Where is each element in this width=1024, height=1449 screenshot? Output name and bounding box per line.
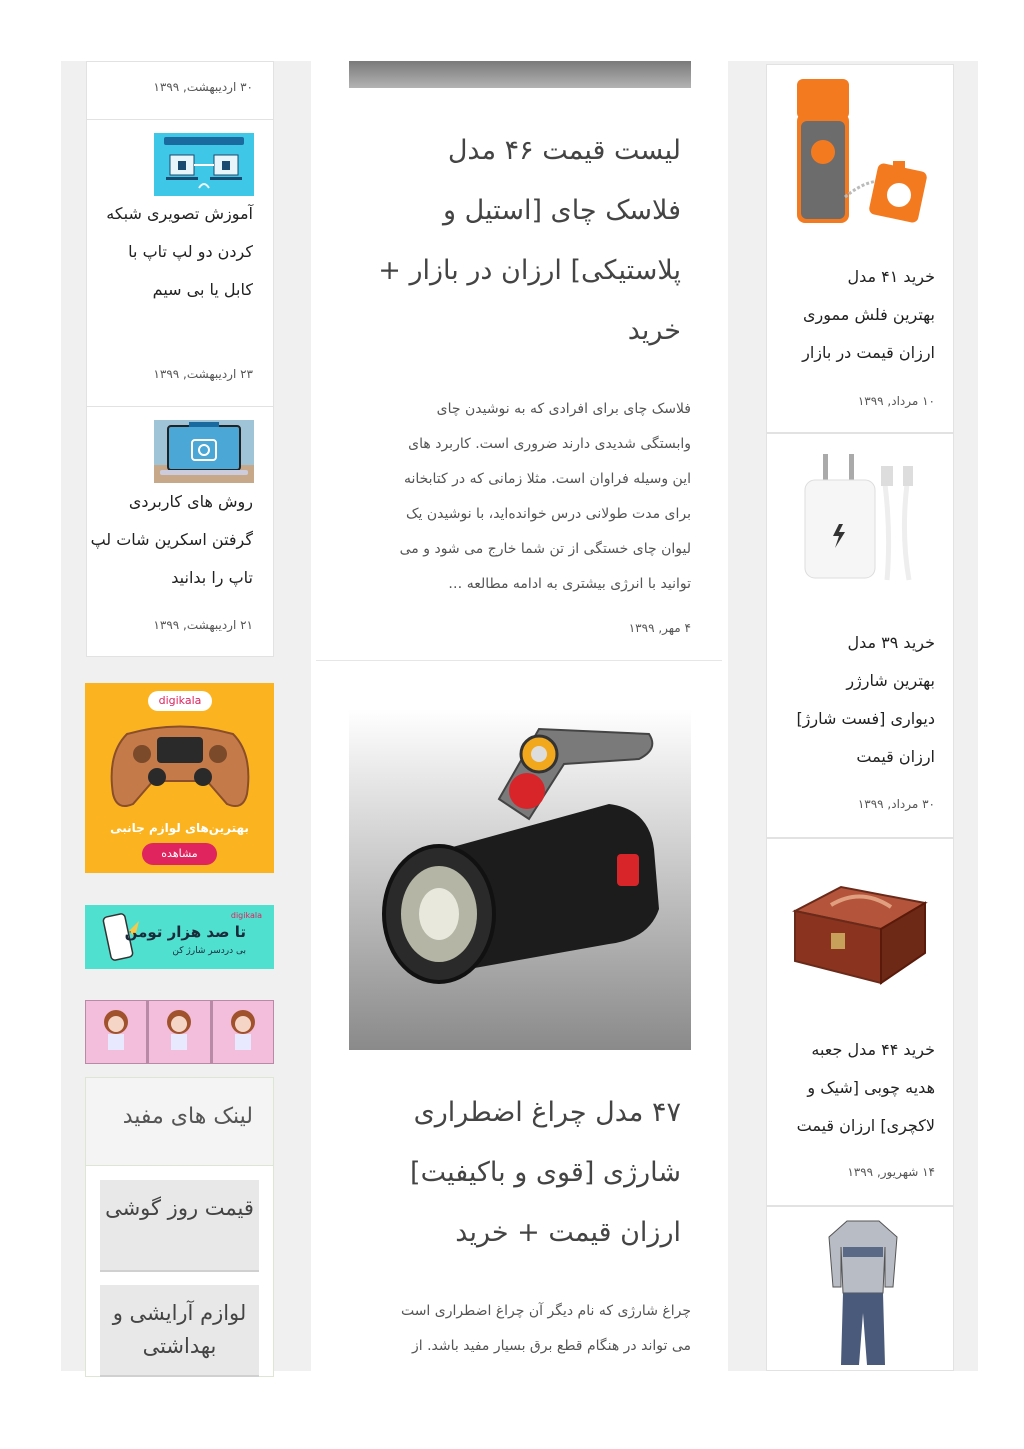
excerpt-line: چراغ شارژی که نام دیگر آن چراغ اضطراری است bbox=[400, 1303, 691, 1319]
product-post-card bbox=[766, 433, 954, 838]
post-title-link[interactable] bbox=[765, 624, 935, 776]
post-title-line: ارزان قیمت در بازار bbox=[802, 343, 935, 362]
post-title-link[interactable] bbox=[765, 258, 935, 372]
usb-flash-image[interactable] bbox=[789, 77, 931, 227]
digikala-logo: digikala bbox=[148, 691, 212, 711]
excerpt-line: فلاسک چای برای افرادی که به نوشیدن چای bbox=[436, 401, 691, 417]
post-title-line: ارزان قیمت + خرید bbox=[455, 1217, 681, 1248]
excerpt-line: می تواند در هنگام قطع برق بسیار مفید باشد. از bbox=[412, 1338, 691, 1354]
post-title-line: فلاسک چای [استیل و bbox=[442, 195, 681, 226]
useful-links-widget bbox=[85, 1077, 274, 1377]
ad-subline: بی دردسر شارژ کن bbox=[172, 946, 246, 956]
post-title-link[interactable]: روش های کاربردی گرفتن اسکرین شات لپ تاپ را بدانید bbox=[90, 492, 253, 587]
charger-image[interactable] bbox=[799, 454, 925, 584]
post-title-line: ۴۷ مدل چراغ اضطراری bbox=[413, 1097, 681, 1128]
product-post-card bbox=[766, 1206, 954, 1371]
ad-cta-button[interactable]: مشاهده bbox=[142, 843, 217, 865]
post-title-line: دیواری [فست شارژ] bbox=[796, 709, 935, 728]
post-title-line: لاکچری] ارزان قیمت bbox=[796, 1116, 935, 1135]
post-title-link[interactable]: آموزش تصویری شبکه کردن دو لپ تاپ با کابل یا بی سیم bbox=[106, 204, 253, 299]
divider bbox=[316, 660, 722, 661]
excerpt-line: برای مدت طولانی درس خوانده‌اید، با نوشیدن یک bbox=[406, 506, 691, 522]
post-image[interactable] bbox=[349, 61, 691, 88]
gamepad-ad-banner[interactable] bbox=[85, 683, 274, 873]
excerpt-line: این وسیله فراوان است. مثلا زمانی که در کتابخانه bbox=[403, 471, 691, 487]
gamepad-icon bbox=[107, 719, 253, 814]
useful-link-cosmetics[interactable]: لوازم آرایشی و بهداشتی bbox=[100, 1285, 259, 1377]
product-post-card bbox=[766, 64, 954, 433]
work-uniform-image[interactable] bbox=[823, 1217, 903, 1369]
post-title-line: لیست قیمت ۴۶ مدل bbox=[447, 135, 681, 166]
excerpt-line: وابستگی شدیدی دارند ضروری است. کاربرد های bbox=[408, 436, 691, 452]
post-title-line: خرید bbox=[627, 315, 681, 346]
post-date: ۴ مهر, ۱۳۹۹ bbox=[628, 621, 691, 635]
post-title-line: بهترین فلش مموری bbox=[803, 305, 935, 324]
post-title-link[interactable] bbox=[765, 1031, 935, 1145]
post-excerpt bbox=[346, 1294, 691, 1364]
post-date: ۳۰ اردیبهشت, ۱۳۹۹ bbox=[153, 80, 253, 94]
post-date: ۲۱ اردیبهشت, ۱۳۹۹ bbox=[153, 618, 253, 632]
ad-headline: تا صد هزار تومن bbox=[124, 923, 246, 941]
divider bbox=[87, 119, 273, 120]
doll-gallery bbox=[85, 1000, 274, 1064]
post-date: ۲۳ اردیبهشت, ۱۳۹۹ bbox=[153, 367, 253, 381]
digikala-logo: digikala bbox=[230, 911, 262, 920]
charger-ad-banner[interactable] bbox=[85, 905, 274, 969]
post-title[interactable] bbox=[351, 1083, 681, 1263]
post-title-line: پلاستیکی] ارزان در بازار + bbox=[378, 255, 681, 286]
screenshot-tutorial-thumbnail[interactable] bbox=[154, 420, 254, 483]
post-title-line: بهترین شارژر bbox=[846, 671, 935, 690]
post-date: ۳۰ مرداد, ۱۳۹۹ bbox=[857, 797, 935, 811]
wooden-box-image[interactable] bbox=[791, 867, 929, 987]
flashlight-post-image[interactable] bbox=[349, 709, 691, 1050]
post-title-line: شارژی [قوی و باکیفیت] bbox=[410, 1157, 681, 1188]
ad-headline: بهترین‌های لوازم جانبی bbox=[110, 821, 249, 835]
divider bbox=[87, 406, 273, 407]
post-title-line: خرید ۴۱ مدل bbox=[847, 267, 935, 286]
post-title-line: هدیه چوبی [شیک و bbox=[807, 1078, 935, 1097]
post-title-line: خرید ۳۹ مدل bbox=[847, 633, 935, 652]
post-excerpt bbox=[346, 392, 691, 602]
post-title-line: ارزان قیمت bbox=[856, 747, 935, 766]
excerpt-line: توانید با انرژی بیشتری به ادامه مطالعه … bbox=[448, 576, 691, 592]
widget-title: لینک های مفید bbox=[122, 1104, 253, 1129]
post-title[interactable] bbox=[351, 121, 681, 361]
useful-link-mobile-price[interactable]: قیمت روز گوشی bbox=[100, 1180, 259, 1272]
post-date: ۱۴ شهریور, ۱۳۹۹ bbox=[847, 1165, 935, 1179]
excerpt-line: لیوان چای خستگی از تن شما خارج می شود و می bbox=[399, 541, 691, 557]
network-tutorial-thumbnail[interactable] bbox=[154, 133, 254, 196]
recent-posts-widget bbox=[86, 61, 274, 657]
post-title-line: خرید ۴۴ مدل جعبه bbox=[811, 1040, 935, 1059]
product-post-card bbox=[766, 838, 954, 1206]
post-date: ۱۰ مرداد, ۱۳۹۹ bbox=[857, 394, 935, 408]
